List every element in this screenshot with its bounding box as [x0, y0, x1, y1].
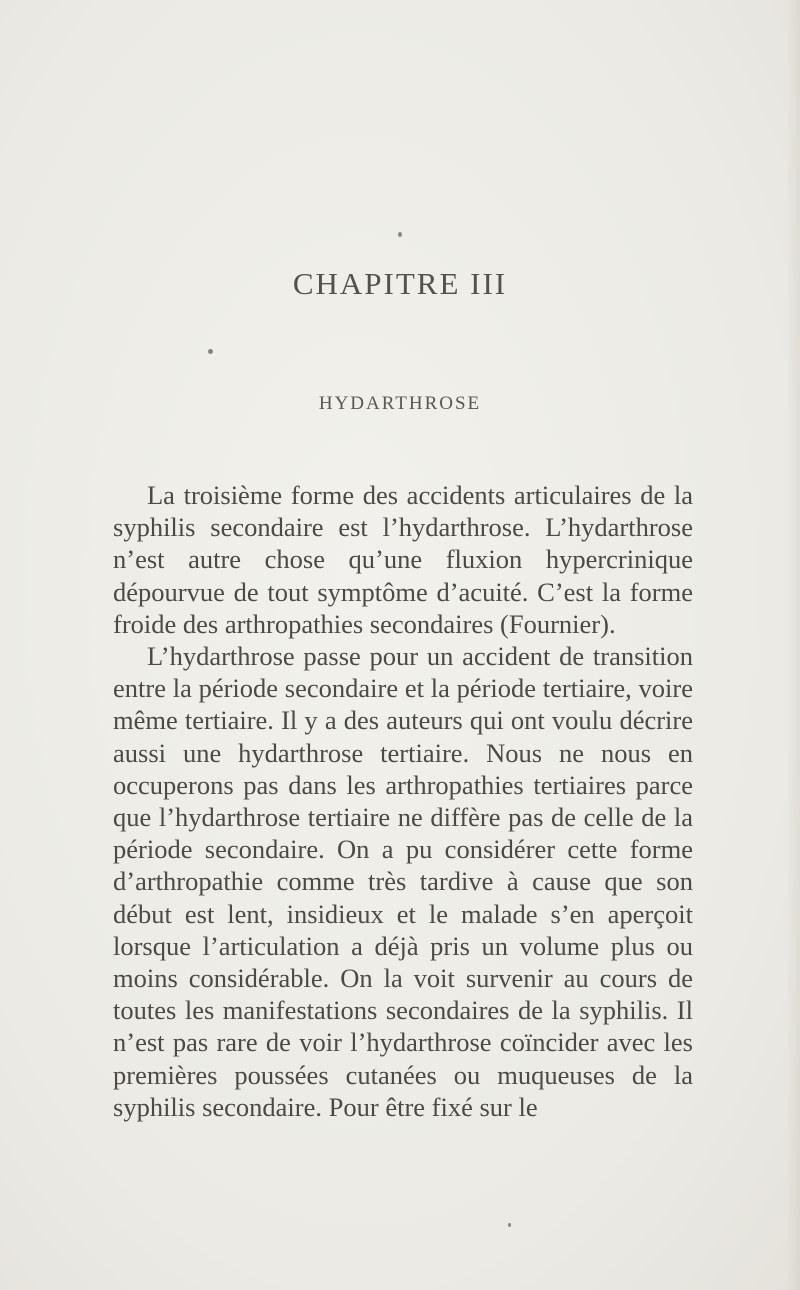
paragraph-2: L’hydarthrose passe pour un accident de transition entre la période secondaire et la période tertiaire, voire même tertiaire. Il y a des auteurs qui ont voulu décrire aussi une hydarthrose tertiaire. Nous ne nous en occuperons pas dans les arthropathies tertiaires parce que l’hydarthrose tertiaire ne diffère pas de celle de la période secondaire. On a pu considérer cette forme d’arthropathie comme très tardive à cause que son début est lent, insidieux et le malade s’en aperçoit lorsque l’articulation a déjà pris un volume plus ou moins considérable. On la voit survenir au cours de toutes les manifestations secondaires de la syphilis. Il n’est pas rare de voir l’hydarthrose coïncider avec les premières poussées cutanées ou muqueuses de la syphilis secondaire. Pour être fixé sur le — [113, 641, 693, 1122]
body-text — [113, 479, 693, 1123]
ink-speck — [508, 1223, 511, 1227]
chapter-heading: CHAPITRE III — [292, 266, 508, 301]
section-heading: HYDARTHROSE — [318, 393, 482, 414]
paragraph-1: La troisième forme des accidents articulaires de la syphilis secondaire est l’hydarthrose. L’hydarthrose n’est autre chose qu’une fluxion hypercrinique dépourvue de tout symptôme d’acuité. C’est la forme froide des arthropathies secondaires (Fournier). — [113, 480, 693, 639]
ink-speck — [398, 232, 402, 237]
ink-speck — [208, 349, 213, 354]
page-edge-shadow — [786, 0, 800, 1290]
